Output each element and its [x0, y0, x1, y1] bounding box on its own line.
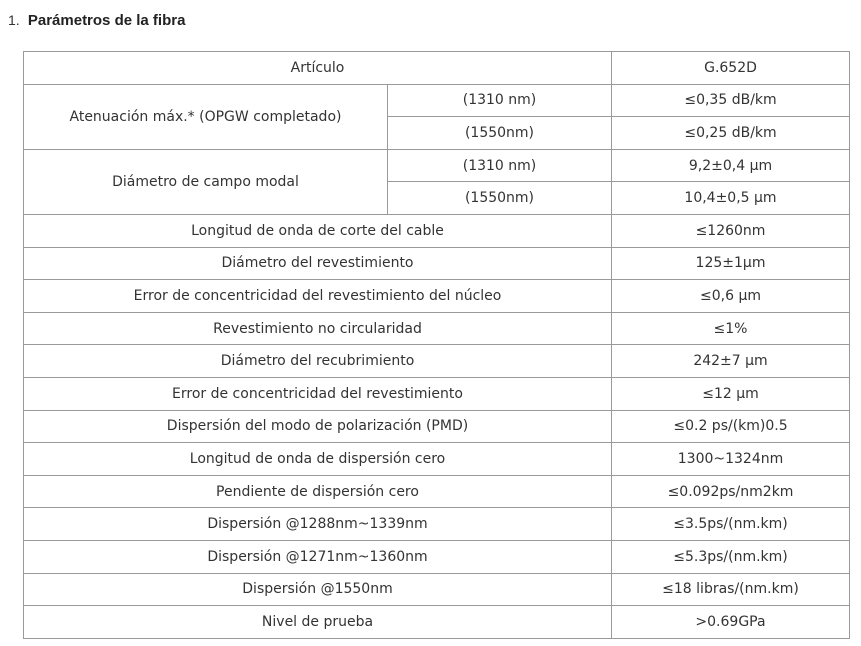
fiber-parameters-table	[23, 51, 850, 639]
label-cell: Error de concentricidad del revestimiento	[24, 377, 612, 410]
label-cell: Diámetro del revestimiento	[24, 247, 612, 280]
table-header-row	[24, 52, 850, 85]
value-cell: 9,2±0,4 μm	[612, 149, 850, 182]
value-cell: ≤18 libras/(nm.km)	[612, 573, 850, 606]
table-row	[24, 312, 850, 345]
table-row	[24, 345, 850, 378]
table-row	[24, 280, 850, 313]
value-cell: ≤0,6 μm	[612, 280, 850, 313]
value-cell: ≤5.3ps/(nm.km)	[612, 540, 850, 573]
value-cell: ≤0.092ps/nm2km	[612, 475, 850, 508]
label-cell: Dispersión del modo de polarización (PMD)	[24, 410, 612, 443]
label-cell: Error de concentricidad del revestimiento del núcleo	[24, 280, 612, 313]
label-cell: Revestimiento no circularidad	[24, 312, 612, 345]
label-cell: Dispersión @1271nm~1360nm	[24, 540, 612, 573]
mode-field-diameter-label-cell: Diámetro de campo modal	[24, 149, 388, 214]
table-row	[24, 410, 850, 443]
header-label-cell: Artículo	[24, 52, 612, 85]
sub-label-cell: (1550nm)	[388, 182, 612, 215]
label-cell: Dispersión @1550nm	[24, 573, 612, 606]
sub-label-cell: (1310 nm)	[388, 149, 612, 182]
value-cell: 125±1μm	[612, 247, 850, 280]
value-cell: 1300~1324nm	[612, 443, 850, 476]
table-row	[24, 247, 850, 280]
value-cell: ≤0,25 dB/km	[612, 117, 850, 150]
attenuation-label-cell: Atenuación máx.* (OPGW completado)	[24, 84, 388, 149]
header-value-cell: G.652D	[612, 52, 850, 85]
table-row	[24, 606, 850, 639]
table-row	[24, 475, 850, 508]
table-row	[24, 508, 850, 541]
value-cell: 10,4±0,5 μm	[612, 182, 850, 215]
label-cell: Nivel de prueba	[24, 606, 612, 639]
label-cell: Pendiente de dispersión cero	[24, 475, 612, 508]
label-cell: Diámetro del recubrimiento	[24, 345, 612, 378]
value-cell: ≤0.2 ps/(km)0.5	[612, 410, 850, 443]
table-row	[24, 214, 850, 247]
section-number: 1.	[8, 12, 20, 28]
value-cell: ≤3.5ps/(nm.km)	[612, 508, 850, 541]
value-cell: ≤12 μm	[612, 377, 850, 410]
label-cell: Longitud de onda de corte del cable	[24, 214, 612, 247]
value-cell: ≤1%	[612, 312, 850, 345]
table-row	[24, 377, 850, 410]
label-cell: Dispersión @1288nm~1339nm	[24, 508, 612, 541]
section-heading	[8, 10, 185, 31]
value-cell: ≤1260nm	[612, 214, 850, 247]
table-row	[24, 573, 850, 606]
value-cell: 242±7 μm	[612, 345, 850, 378]
label-cell: Longitud de onda de dispersión cero	[24, 443, 612, 476]
value-cell: ≤0,35 dB/km	[612, 84, 850, 117]
sub-label-cell: (1310 nm)	[388, 84, 612, 117]
table-row	[24, 149, 850, 182]
table-row	[24, 84, 850, 117]
value-cell: >0.69GPa	[612, 606, 850, 639]
sub-label-cell: (1550nm)	[388, 117, 612, 150]
section-title: Parámetros de la fibra	[27, 12, 186, 29]
table-row	[24, 540, 850, 573]
table-row	[24, 443, 850, 476]
